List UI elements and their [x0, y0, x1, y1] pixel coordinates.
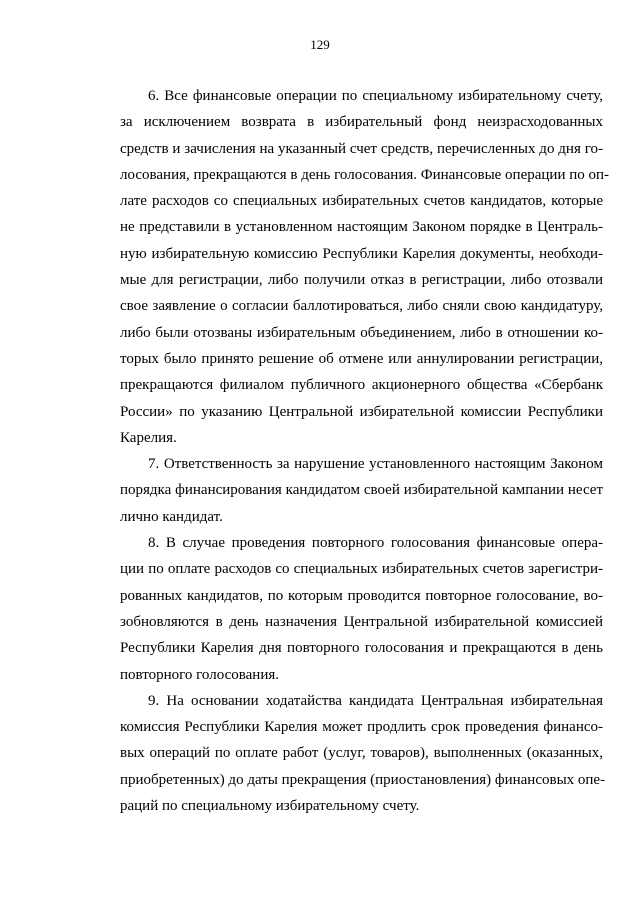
text-line: Республики Карелия дня повторного голосования и прекращаются в день — [120, 640, 603, 657]
text-line: приобретенных) до даты прекращения (приостановления) финансовых опе- — [120, 771, 606, 788]
paragraph-2 — [120, 451, 603, 530]
text-line: зобновляются в день назначения Центральной избирательной комиссией — [120, 613, 603, 630]
text-line: повторного голосования. — [120, 666, 279, 683]
text-line: прекращаются филиалом публичного акционерного общества «Сбербанк — [120, 377, 603, 394]
text-line: 7. Ответственность за нарушение установленного настоящим Законом — [148, 456, 603, 473]
text-line: 6. Все финансовые операции по специальному избирательному счету, — [148, 88, 603, 104]
paragraph-3 — [120, 530, 603, 688]
text-line: 9. На основании ходатайства кандидата Центральная избирательная — [148, 692, 603, 709]
paragraph-1 — [120, 83, 610, 451]
text-line: ции по оплате расходов со специальных избирательных счетов зарегистри- — [120, 561, 603, 578]
text-line: торых было принято решение об отмене или аннулировании регистрации, — [120, 350, 603, 367]
text-line: рованных кандидатов, по которым проводится повторное голосование, во- — [120, 587, 603, 604]
text-line: раций по специальному избирательному счету. — [120, 798, 420, 815]
page-number: 129 — [310, 37, 330, 52]
text-line: 8. В случае проведения повторного голосования финансовые опера- — [148, 535, 603, 552]
text-line: порядка финансирования кандидатом своей избирательной кампании несет — [120, 482, 603, 499]
text-line: мые для регистрации, либо получили отказ в регистрации, либо отозвали — [120, 272, 603, 289]
text-line: либо были отозваны избирательным объединением, либо в отношении ко- — [120, 324, 603, 341]
text-line: средств и зачисления на указанный счет средств, перечисленных до дня го- — [120, 140, 603, 157]
text-line: не представили в установленном настоящим Законом порядке в Централь- — [120, 219, 603, 236]
text-line: лосования, прекращаются в день голосования. Финансовые операции по оп- — [120, 166, 610, 183]
text-line: России» по указанию Центральной избирательной комиссии Республики — [120, 403, 603, 420]
text-line: Карелия. — [120, 429, 177, 446]
document-body — [120, 83, 610, 819]
text-line: комиссия Республики Карелия может продлить срок проведения финансо- — [120, 719, 603, 736]
text-line: лично кандидат. — [120, 508, 223, 525]
text-line: свое заявление о согласии баллотироваться, либо сняли свою кандидатуру, — [120, 298, 603, 315]
text-line: вых операций по оплате работ (услуг, товаров), выполненных (оказанных, — [120, 745, 603, 762]
text-line: ную избирательную комиссию Республики Карелия документы, необходи- — [120, 245, 603, 262]
paragraph-4 — [120, 688, 606, 819]
text-line: за исключением возврата в избирательный фонд неизрасходованных — [120, 114, 603, 131]
text-line: лате расходов со специальных избирательных счетов кандидатов, которые — [120, 193, 603, 210]
